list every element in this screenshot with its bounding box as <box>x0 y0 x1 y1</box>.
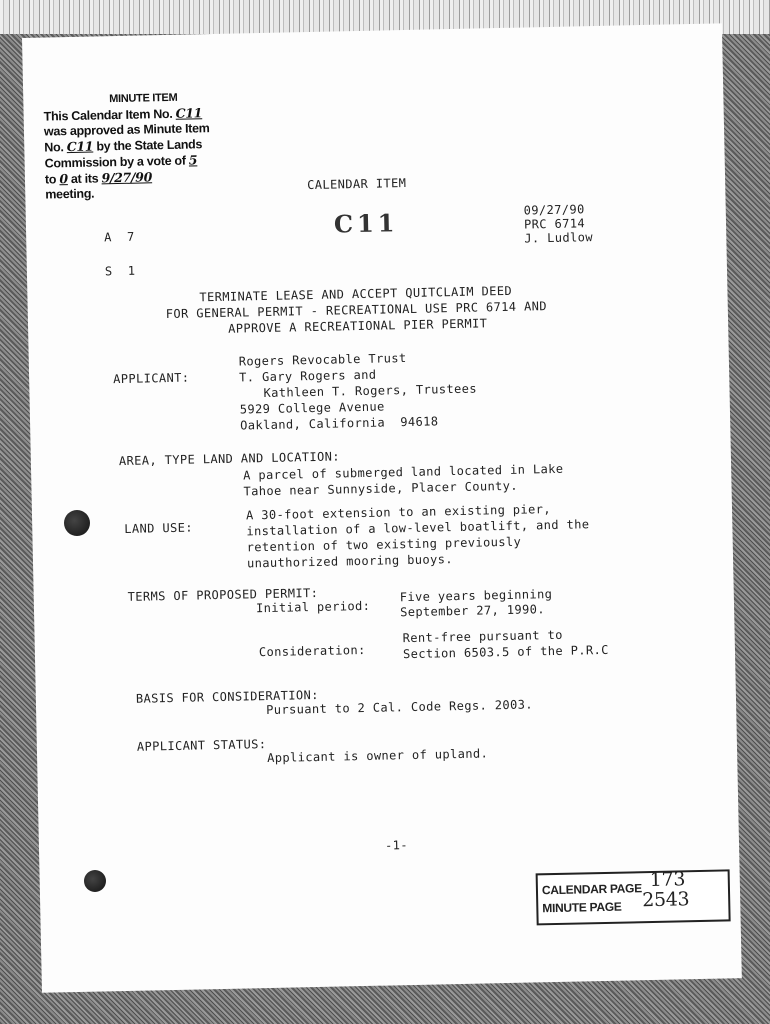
title-line-1: TERMINATE LEASE AND ACCEPT QUITCLAIM DEED <box>199 283 513 305</box>
initial-period-label: Initial period: <box>255 598 371 616</box>
status-text: Applicant is owner of upland. <box>266 746 489 766</box>
basis-label: BASIS FOR CONSIDERATION: <box>135 687 319 706</box>
calendar-page-label: CALENDAR PAGE <box>541 881 642 898</box>
area-line: Tahoe near Sunnyside, Placer County. <box>243 478 519 499</box>
punch-hole <box>64 510 90 536</box>
minute-page-value: 2543 <box>641 888 690 912</box>
stamp-meeting-date: 9/27/90 <box>101 169 153 186</box>
basis-text: Pursuant to 2 Cal. Code Regs. 2003. <box>265 697 534 718</box>
calendar-item-number: C11 <box>333 208 399 239</box>
applicant-line: 5929 College Avenue <box>239 399 385 417</box>
calendar-page-stamp <box>536 869 731 925</box>
land-use-block <box>246 500 590 571</box>
land-use-line: unauthorized mooring buoys. <box>246 552 454 571</box>
terms-label: TERMS OF PROPOSED PERMIT: <box>127 585 319 604</box>
minute-item-stamp <box>43 89 245 202</box>
stamp-line-1: This Calendar Item No. C11 <box>43 105 203 124</box>
applicant-line: Rogers Revocable Trust <box>238 351 407 369</box>
status-label: APPLICANT STATUS: <box>136 737 267 754</box>
stamp-minute-no: C11 <box>66 138 94 155</box>
stamp-line-2: was approved as Minute Item <box>43 121 210 139</box>
minute-page-label: MINUTE PAGE <box>542 899 622 916</box>
applicant-label: APPLICANT: <box>113 370 190 387</box>
header-meta <box>524 202 593 245</box>
area-block <box>243 461 564 500</box>
stamp-line-4: Commission by a vote of 5 <box>44 152 198 171</box>
calendar-item-label: CALENDAR ITEM <box>306 175 407 193</box>
consideration-line: Rent-free pursuant to <box>402 627 563 646</box>
stamp-title: MINUTE ITEM <box>109 91 178 106</box>
document-page <box>22 23 742 992</box>
calendar-page-value: 173 <box>649 868 686 892</box>
applicant-line: Kathleen T. Rogers, Trustees <box>263 381 478 401</box>
stamp-vote-for: 5 <box>188 152 198 168</box>
header-date: 09/27/90 <box>523 202 585 218</box>
land-use-line: A 30-foot extension to an existing pier, <box>245 502 552 523</box>
initial-period-line: September 27, 1990. <box>399 602 546 620</box>
initial-period-value <box>400 587 553 620</box>
punch-hole <box>84 870 106 892</box>
land-use-line: installation of a low-level boatlift, and the <box>246 517 590 539</box>
header-staff: J. Ludlow <box>524 230 594 246</box>
applicant-line: T. Gary Rogers and <box>239 367 377 385</box>
title-line-3: APPROVE A RECREATIONAL PIER PERMIT <box>227 316 488 336</box>
land-use-line: retention of two existing previously <box>246 534 522 555</box>
consideration-line: Section 6503.5 of the P.R.C <box>402 642 609 662</box>
applicant-line: Oakland, California 94618 <box>240 414 439 433</box>
stamp-line-6: meeting. <box>45 186 95 202</box>
consideration-value <box>402 626 609 662</box>
title-line-2: FOR GENERAL PERMIT - RECREATIONAL USE PRC 6714 AND <box>165 299 548 322</box>
land-use-label: LAND USE: <box>124 520 194 536</box>
area-label: AREA, TYPE LAND AND LOCATION: <box>118 449 341 469</box>
area-line: A parcel of submerged land located in Lake <box>243 461 564 483</box>
page-number: -1- <box>384 838 409 853</box>
initial-period-line: Five years beginning <box>399 587 553 605</box>
applicant-block <box>239 349 478 434</box>
assembly-district: A 7 <box>104 229 135 245</box>
stamp-line-3: No. C11 by the State Lands <box>44 137 203 155</box>
stamp-line-5: to 0 at its 9/27/90 <box>44 169 153 187</box>
stamp-item-no: C11 <box>175 105 203 121</box>
consideration-label: Consideration: <box>258 642 366 660</box>
senate-district: S 1 <box>104 263 136 279</box>
stamp-vote-against: 0 <box>59 171 68 187</box>
header-prc: PRC 6714 <box>523 216 586 232</box>
